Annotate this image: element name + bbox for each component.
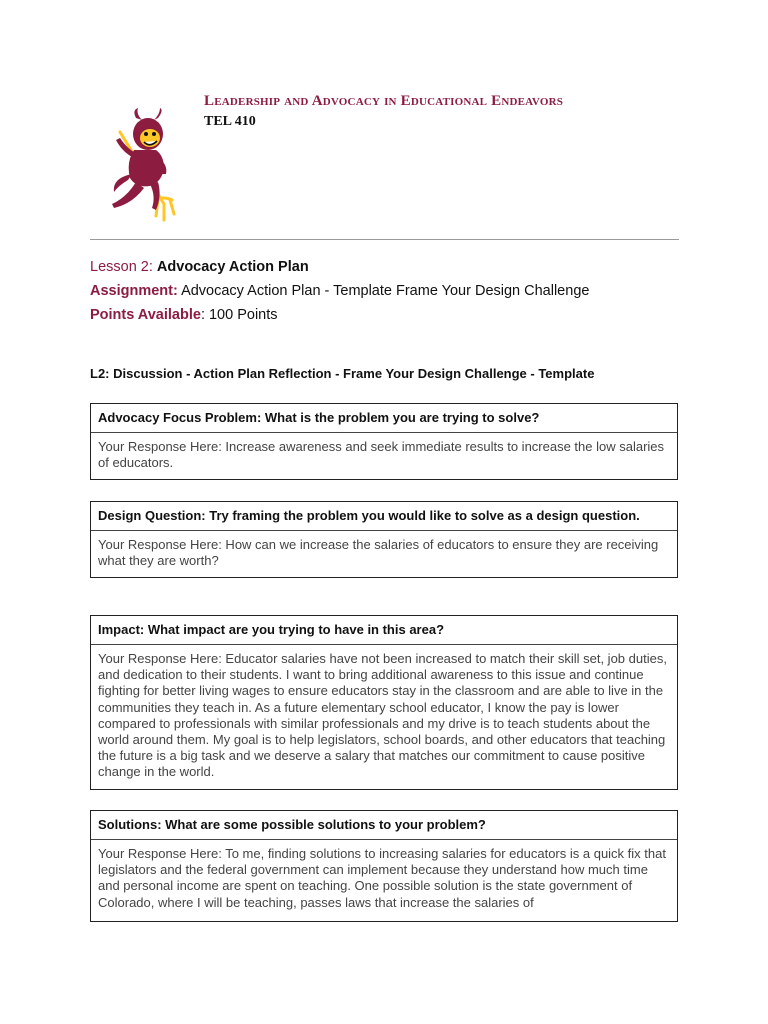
response-text[interactable]: Your Response Here: Educator salaries have not been increased to match their skill set, job duties, and dedication to their students. I want to bring additional awareness to this issue and continue fighting for better living wages to ensure educators stay in the classroom and are able to live in the communities they teach in. As a future elementary school educator, I know the pay is lower compared to professionals with similar professionals and my drive is to teach students about the world around them. My goal is to help legislators, school boards, and other educators that teaching the future is a big task and we deserve a salary that matches our commitment to cause positive change in the world. (98, 651, 667, 780)
assignment-value: Advocacy Action Plan - Template Frame Your Design Challenge (181, 283, 590, 299)
question-prompt: Advocacy Focus Problem: What is the problem you are trying to solve? (91, 404, 677, 433)
question-box-impact (90, 615, 678, 790)
question-box-problem (90, 403, 678, 480)
question-prompt: Design Question: Try framing the problem you would like to solve as a design question. (91, 502, 677, 531)
header-divider (90, 239, 679, 240)
points-line (90, 307, 278, 323)
question-prompt: Solutions: What are some possible solutions to your problem? (91, 811, 677, 840)
section-heading: L2: Discussion - Action Plan Reflection - Frame Your Design Challenge - Template (90, 366, 595, 381)
question-prompt: Impact: What impact are you trying to have in this area? (91, 616, 677, 645)
course-code: TEL 410 (204, 114, 256, 129)
assignment-line (90, 283, 589, 299)
question-box-design (90, 501, 678, 578)
course-title: Leadership and Advocacy in Educational Endeavors (204, 93, 564, 109)
lesson-value: Advocacy Action Plan (156, 259, 309, 275)
response-text[interactable]: Your Response Here: How can we increase the salaries of educators to ensure they are receiving what they are worth? (98, 537, 659, 569)
question-box-solutions (90, 810, 678, 922)
response-text[interactable]: Your Response Here: To me, finding solutions to increasing salaries for educators is a quick fix that legislators and the federal government can implement because they understand how much time and personal income are spent on teaching. One possible solution is the state government of Colorado, where I will be teaching, passes laws that increase the salaries of (98, 846, 666, 910)
assignment-label: Assignment: (90, 283, 178, 299)
sun-devil-mascot-icon (106, 108, 190, 224)
points-label: Points Available (90, 307, 201, 323)
lesson-line (90, 259, 309, 275)
points-value: : 100 Points (200, 307, 278, 323)
response-text[interactable]: Your Response Here: Increase awareness and seek immediate results to increase the low salaries of educators. (98, 439, 665, 471)
lesson-label: Lesson 2: (90, 259, 153, 275)
